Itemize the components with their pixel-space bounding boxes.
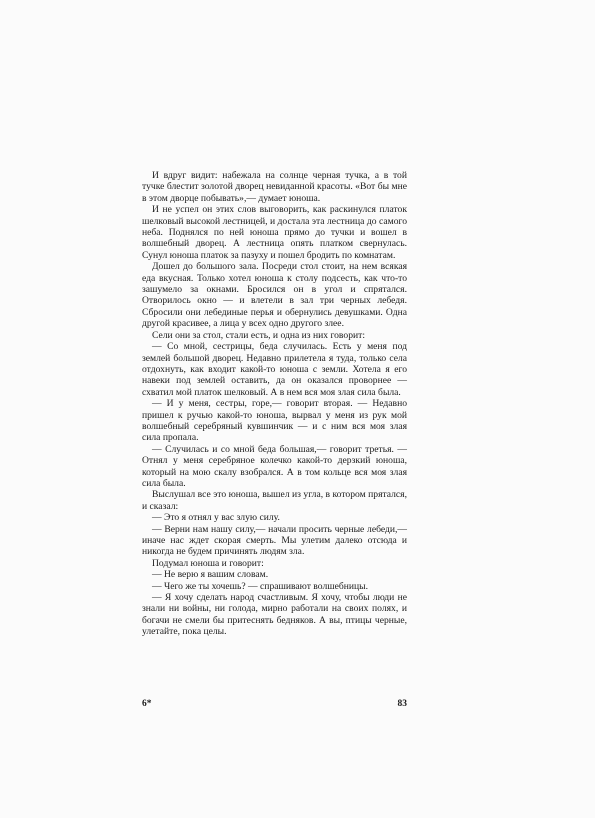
paragraph: — Я хочу сделать народ счастливым. Я хочу, чтобы люди не знали ни войны, ни голода, мирно работали на своих полях, и богачи не смели бы притеснять бедняков. А вы, птицы черные, улетайте, пока целы. (142, 592, 407, 638)
paragraph: — Верни нам нашу силу,— начали просить черные лебеди,— иначе нас ждет скорая смерть. Мы улетим далеко отсюда и никогда не будем причинять людям зла. (142, 523, 407, 558)
paragraph: — Со мной, сестрицы, беда случилась. Есть у меня под землей большой дворец. Недавно прилетела я туда, только села отдохнуть, как входит какой-то юноша с земли. Хотела я его навеки под землей оставить, да он оказался проворнее — схватил мой платок шелковый. А в нем вся моя злая сила была. (142, 341, 407, 398)
paragraph: Выслушал все это юноша, вышел из угла, в котором прятался, и сказал: (142, 489, 407, 512)
paragraph: И не успел он этих слов выговорить, как раскинулся платок шелковый высокой лестницей, и достала эта лестница до самого неба. Поднялся по ней юноша прямо до тучки и вошел в волшебный дворец. А лестница опять платком свернулась. Сунул юноша платок за пазуху и пошел бродить по комнатам. (142, 204, 407, 261)
paragraph: — Это я отнял у вас злую силу. (152, 512, 280, 524)
paragraph: — Чего же ты хочешь? — спрашивают волшебницы. (152, 580, 369, 592)
paragraph: — И у меня, сестры, горе,— говорит вторая. — Недавно пришел к ручью какой-то юноша, вырвал у меня из рук мой волшебный серебряный кувшинчик — и с ним вся моя злая сила пропала. (142, 398, 407, 444)
story-text (142, 170, 407, 638)
paragraph: Сели они за стол, стали есть, и одна из них говорит: (152, 329, 365, 341)
paragraph: — Не верю я вашим словам. (152, 569, 269, 581)
signature-mark: 6* (142, 699, 152, 709)
paragraph: — Случилась и со мной беда большая,— говорит третья. — Отнял у меня серебряное колечко какой-то дерзкий юноша, который на мою скалу взобрался. А в том кольце вся моя злая сила была. (142, 443, 407, 489)
page-footer (142, 699, 407, 713)
paragraph: И вдруг видит: набежала на солнце черная тучка, а в той тучке блестит золотой дворец невиданной красоты. «Вот бы мне в этом дворце побывать»,— думает юноша. (142, 170, 407, 204)
page-number: 83 (397, 699, 407, 709)
paragraph: Подумал юноша и говорит: (152, 557, 264, 569)
paragraph: Дошел до большого зала. Посреди стол стоит, на нем всякая еда вкусная. Только хотел юноша к столу подсесть, как что-то зашумело за окнами. Бросился он в угол и спрятался. Отворилось окно — и влетели в зал три черных лебедя. Сбросили они лебединые перья и обернулись девушками. Одна другой красивее, а лица у всех одно другого злее. (142, 261, 407, 330)
